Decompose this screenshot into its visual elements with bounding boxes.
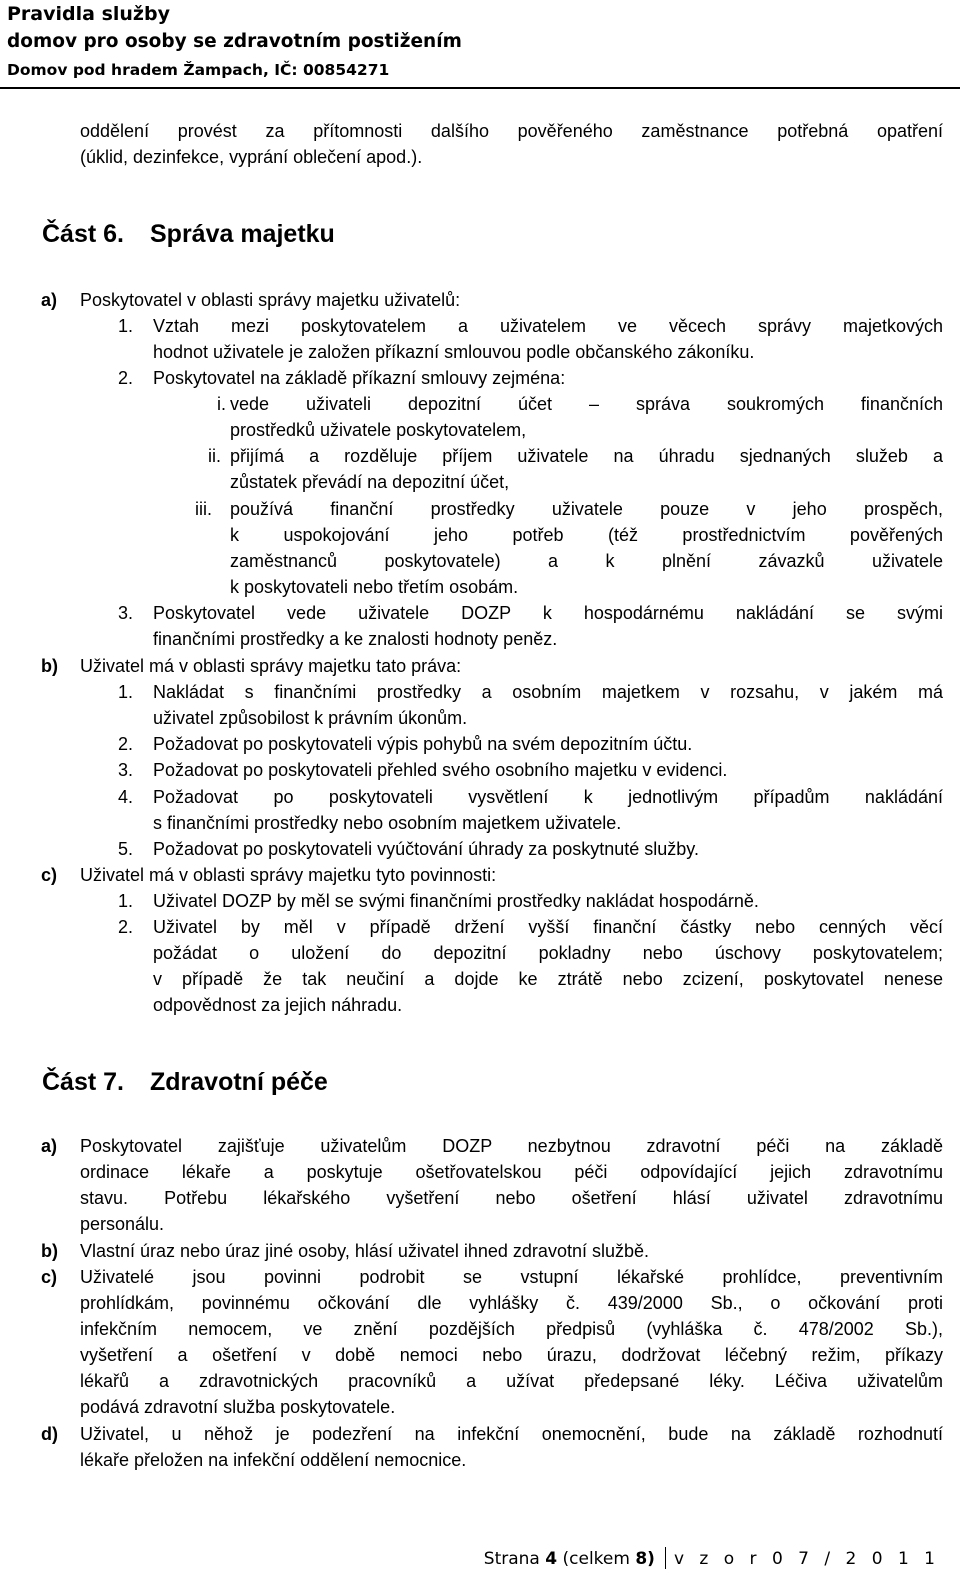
part7-c-line5: lékařů a zdravotnických pracovníků a užívat předepsané léky. Léčiva uživatelům xyxy=(80,1371,943,1391)
part7-c-line3: infekčním nemocem, ve znění pozdějších předpisů (vyhláška č. 478/2002 Sb.), xyxy=(80,1319,943,1339)
footer-separator xyxy=(665,1547,666,1569)
document-header xyxy=(7,0,462,84)
part6-a-2-i-num: i. xyxy=(217,394,226,414)
part6-c-2-line4: odpovědnost za jejich náhradu. xyxy=(153,995,403,1015)
part7-heading xyxy=(42,1068,328,1097)
part7-a-line4: personálu. xyxy=(80,1214,165,1234)
part6-b-label: b) xyxy=(41,656,58,676)
part6-c-1-text: Uživatel DOZP by měl se svými finančními prostředky nakládat hospodárně. xyxy=(153,891,759,911)
part6-a-1-num: 1. xyxy=(118,316,134,336)
part6-a-2-ii-line1: přijímá a rozděluje příjem uživatele na úhradu sjednaných služeb a xyxy=(230,446,943,466)
intro-line-2: (úklid, dezinfekce, vyprání oblečení apod.). xyxy=(80,147,423,167)
part6-a-1-line1: Vztah mezi poskytovatelem a uživatelem ve věcech správy majetkových xyxy=(153,316,943,336)
part6-a-3-num: 3. xyxy=(118,603,134,623)
part7-d-line1: Uživatel, u něhož je podezření na infekční onemocnění, bude na základě rozhodnutí xyxy=(80,1424,943,1444)
part6-b-3-text: Požadovat po poskytovateli přehled svého osobního majetku v evidenci. xyxy=(153,760,728,780)
part6-c-2-line3: v případě že tak neučiní a dojde ke ztrátě nebo zcizení, poskytovatel nenese xyxy=(153,969,943,989)
part7-a-line1: Poskytovatel zajišťuje uživatelům DOZP nezbytnou zdravotní péči na základě xyxy=(80,1136,943,1156)
part7-c-line6: podává zdravotní služba poskytovatele. xyxy=(80,1397,396,1417)
part7-number: Část 7. xyxy=(42,1068,124,1096)
part6-b-text: Uživatel má v oblasti správy majetku tato práva: xyxy=(80,656,462,676)
part6-a-2-ii-line2: zůstatek převádí na depozitní účet, xyxy=(230,472,510,492)
part6-b-4-num: 4. xyxy=(118,787,134,807)
part6-number: Část 6. xyxy=(42,220,124,248)
part7-d-label: d) xyxy=(41,1424,58,1444)
part7-c-line2: prohlídkám, povinnému očkování dle vyhlášky č. 439/2000 Sb., o očkování proti xyxy=(80,1293,943,1313)
header-subtitle: domov pro osoby se zdravotním postižením xyxy=(7,31,462,52)
part7-c-line1: Uživatelé jsou povinni podrobit se vstupní lékařské prohlídce, preventivním xyxy=(80,1267,943,1287)
part6-b-5-num: 5. xyxy=(118,839,134,859)
footer-page-label: Strana xyxy=(483,1549,540,1569)
header-title: Pravidla služby xyxy=(7,3,170,25)
footer-version: v z o r 0 7 / 2 0 1 1 xyxy=(673,1549,940,1569)
part6-b-1-line1: Nakládat s finančními prostředky a osobním majetkem v rozsahu, v jakém má xyxy=(153,682,943,702)
part6-a-2-text: Poskytovatel na základě příkazní smlouvy zejména: xyxy=(153,368,566,388)
part7-a-label: a) xyxy=(41,1136,58,1156)
footer-total-label: (celkem xyxy=(562,1549,630,1569)
part6-a-2-iii-num: iii. xyxy=(195,499,212,519)
part6-a-2-num: 2. xyxy=(118,368,134,388)
part6-heading xyxy=(42,220,335,249)
part6-b-2-num: 2. xyxy=(118,734,134,754)
part6-c-text: Uživatel má v oblasti správy majetku tyto povinnosti: xyxy=(80,865,497,885)
footer-page-number: 4 xyxy=(545,1549,558,1569)
footer-total-pages: 8) xyxy=(635,1549,655,1569)
part6-b-5-text: Požadovat po poskytovateli vyúčtování úhrady za poskytnuté služby. xyxy=(153,839,699,859)
part6-a-1-line2: hodnot uživatele je založen příkazní smlouvou podle občanského zákoníku. xyxy=(153,342,755,362)
part6-a-2-ii-num: ii. xyxy=(208,446,221,466)
part7-c-label: c) xyxy=(41,1267,58,1287)
part6-c-2-num: 2. xyxy=(118,917,134,937)
part7-b-text: Vlastní úraz nebo úraz jiné osoby, hlásí uživatel ihned zdravotní službě. xyxy=(80,1241,649,1261)
part7-a-line2: ordinace lékaře a poskytuje ošetřovatelskou péči odpovídající jejich zdravotnímu xyxy=(80,1162,943,1182)
part6-a-2-iii-line3: zaměstnanců poskytovatele) a k plnění závazků uživatele xyxy=(230,551,943,571)
part6-b-4-line2: s finančními prostředky nebo osobním majetkem uživatele. xyxy=(153,813,622,833)
part6-a-3-line2: finančními prostředky a ke znalosti hodnoty peněz. xyxy=(153,629,558,649)
part7-d-line2: lékaře přeložen na infekční oddělení nemocnice. xyxy=(80,1450,467,1470)
part7-c-line4: vyšetření a ošetření v době nemoci nebo úrazu, dodržovat léčebný režim, příkazy xyxy=(80,1345,943,1365)
part6-b-1-line2: uživatel způsobilost k právním úkonům. xyxy=(153,708,468,728)
part6-title: Správa majetku xyxy=(150,220,335,248)
header-divider xyxy=(0,87,960,89)
part6-a-2-i-line2: prostředků uživatele poskytovatelem, xyxy=(230,420,527,440)
part6-b-3-num: 3. xyxy=(118,760,134,780)
part6-a-text: Poskytovatel v oblasti správy majetku uživatelů: xyxy=(80,290,461,310)
part6-a-2-iii-line1: používá finanční prostředky uživatele pouze v jeho prospěch, xyxy=(230,499,943,519)
part6-a-label: a) xyxy=(41,290,58,310)
part6-c-2-line1: Uživatel by měl v případě držení vyšší finanční částky nebo cenných věcí xyxy=(153,917,943,937)
part6-b-2-text: Požadovat po poskytovateli výpis pohybů na svém depozitním účtu. xyxy=(153,734,693,754)
part7-b-label: b) xyxy=(41,1241,58,1261)
part6-a-2-iii-line4: k poskytovateli nebo třetím osobám. xyxy=(230,577,519,597)
part6-a-2-iii-line2: k uspokojování jeho potřeb (též prostřednictvím pověřených xyxy=(230,525,943,545)
part6-c-2-line2: požádat o uložení do depozitní pokladny nebo úschovy poskytovatelem; xyxy=(153,943,943,963)
part6-c-label: c) xyxy=(41,865,58,885)
part6-b-4-line1: Požadovat po poskytovateli vysvětlení k jednotlivým případům nakládání xyxy=(153,787,943,807)
part6-c-1-num: 1. xyxy=(118,891,134,911)
part6-a-2-i-line1: vede uživateli depozitní účet – správa soukromých finančních xyxy=(230,394,943,414)
part7-a-line3: stavu. Potřebu lékařského vyšetření nebo ošetření hlásí uživatel zdravotnímu xyxy=(80,1188,943,1208)
intro-line-1: oddělení provést za přítomnosti dalšího pověřeného zaměstnance potřebná opatření xyxy=(80,121,943,141)
part6-a-3-line1: Poskytovatel vede uživatele DOZP k hospodárnému nakládání se svými xyxy=(153,603,943,623)
header-organization: Domov pod hradem Žampach, IČ: 00854271 xyxy=(7,61,390,79)
part6-b-1-num: 1. xyxy=(118,682,134,702)
page-footer xyxy=(484,1547,940,1569)
part7-title: Zdravotní péče xyxy=(150,1068,328,1096)
